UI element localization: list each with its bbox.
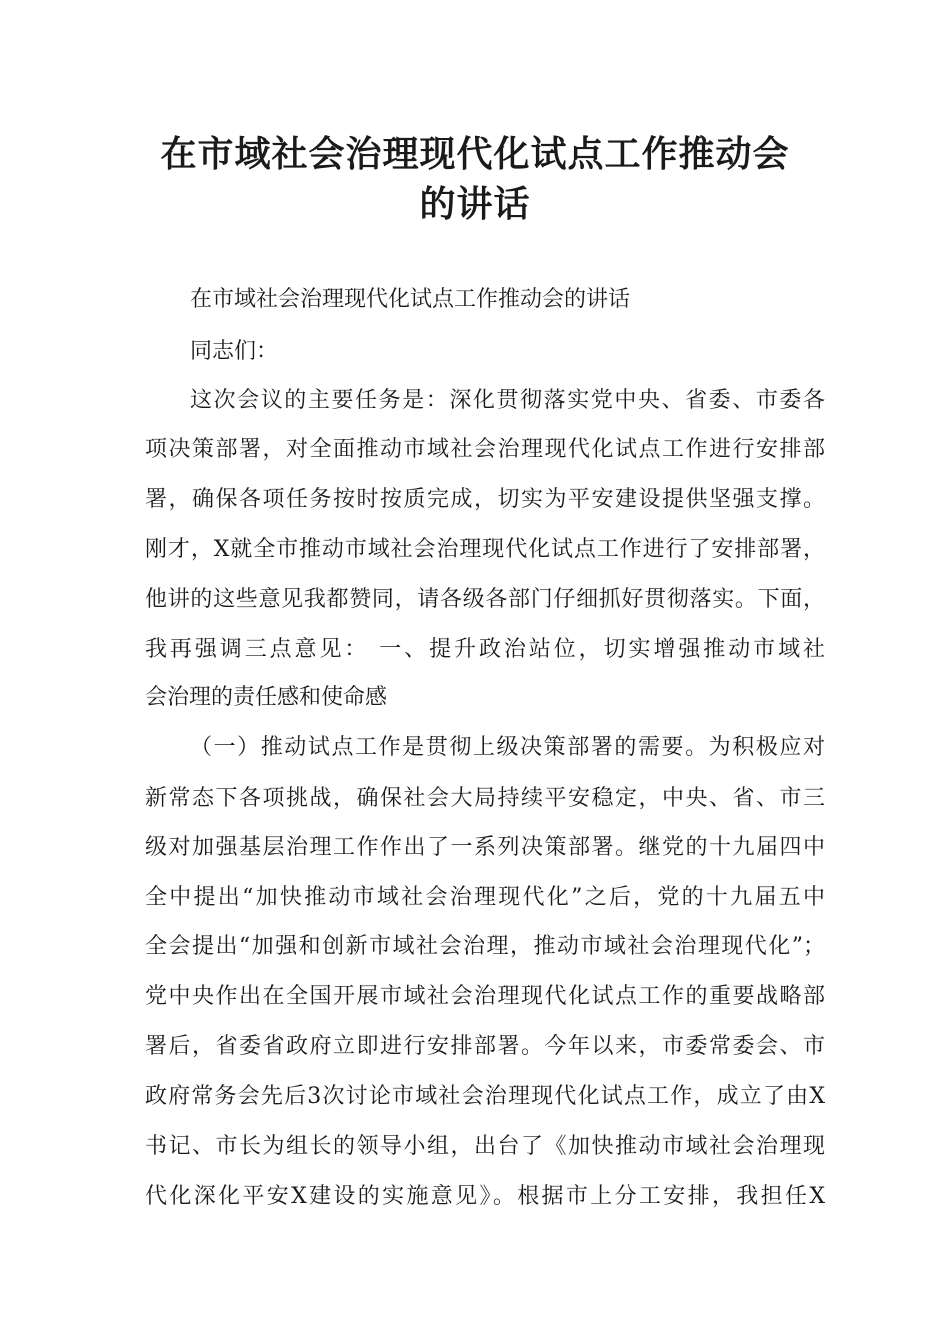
paragraph-line: 书记、市长为组长的领导小组，出台了《加快推动市域社会治理现 bbox=[145, 1134, 825, 1159]
paragraph-line: 代化深化平安X建设的实施意见》。根据市上分工安排，我担任X bbox=[145, 1184, 825, 1209]
paragraph-line: 党中央作出在全国开展市域社会治理现代化试点工作的重要战略部 bbox=[145, 984, 825, 1009]
paragraph-line: 我再强调三点意见： 一、提升政治站位，切实增强推动市域社 bbox=[145, 637, 825, 662]
paragraph-line: 这次会议的主要任务是：深化贯彻落实党中央、省委、市委各 bbox=[190, 388, 825, 413]
paragraph-line: （一）推动试点工作是贯彻上级决策部署的需要。为积极应对 bbox=[190, 735, 825, 760]
salutation-line: 同志们： bbox=[190, 339, 279, 364]
paragraph-line: 新常态下各项挑战，确保社会大局持续平安稳定，中央、省、市三 bbox=[145, 786, 825, 811]
paragraph-line: 他讲的这些意见我都赞同，请各级各部门仔细抓好贯彻落实。下面， bbox=[145, 587, 825, 612]
document-title-line-1: 在市域社会治理现代化试点工作推动会 bbox=[160, 134, 790, 175]
paragraph-line: 全中提出“加快推动市域社会治理现代化”之后，党的十九届五中 bbox=[145, 885, 825, 910]
document-title-line-2: 的讲话 bbox=[419, 184, 531, 225]
paragraph-line: 刚才，X就全市推动市域社会治理现代化试点工作进行了安排部署， bbox=[145, 537, 825, 562]
paragraph-line: 政府常务会先后3次讨论市域社会治理现代化试点工作，成立了由X bbox=[145, 1084, 825, 1109]
paragraph-line: 署后，省委省政府立即进行安排部署。今年以来，市委常委会、市 bbox=[145, 1034, 825, 1059]
paragraph-line: 全会提出“加强和创新市域社会治理，推动市域社会治理现代化”； bbox=[145, 934, 825, 959]
subtitle-line: 在市域社会治理现代化试点工作推动会的讲话 bbox=[190, 287, 631, 312]
paragraph-line: 会治理的责任感和使命感 bbox=[145, 685, 388, 710]
paragraph-line: 级对加强基层治理工作作出了一系列决策部署。继党的十九届四中 bbox=[145, 835, 825, 860]
paragraph-line: 项决策部署，对全面推动市域社会治理现代化试点工作进行安排部 bbox=[145, 437, 825, 462]
paragraph-line: 署，确保各项任务按时按质完成，切实为平安建设提供坚强支撑。 bbox=[145, 487, 825, 512]
